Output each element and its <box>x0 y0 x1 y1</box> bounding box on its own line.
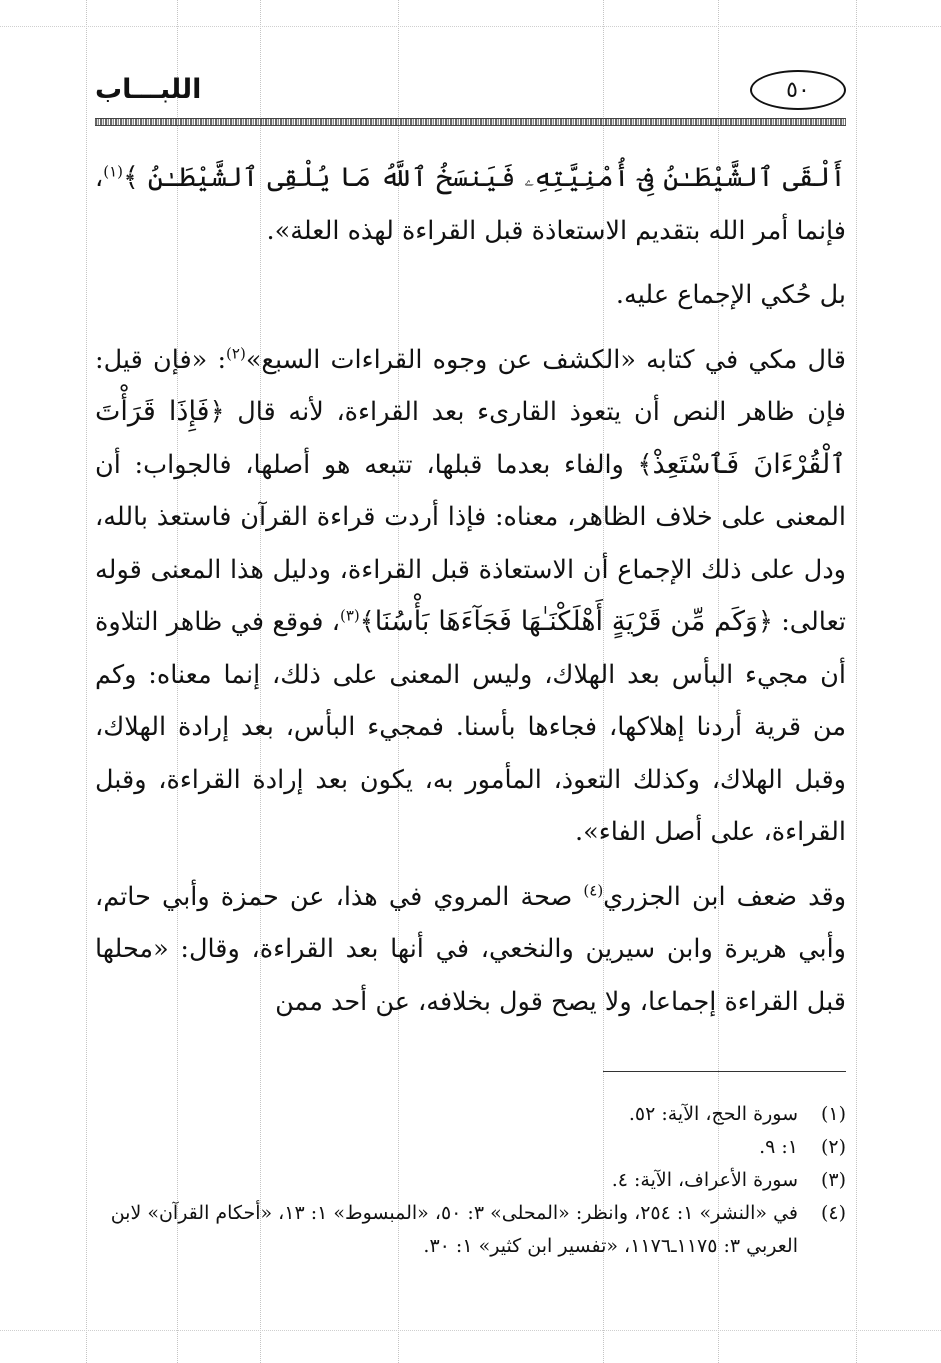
paragraph-text: ﴾ <box>359 607 375 637</box>
paragraph-text: بل حُكي الإجماع عليه. <box>615 280 846 310</box>
footnote-item <box>95 1131 846 1164</box>
footnote-number: (٤) <box>820 1202 846 1224</box>
footnote-number: (١) <box>820 1103 846 1125</box>
guide-line <box>0 26 941 27</box>
footnotes <box>95 1098 846 1263</box>
paragraph-2 <box>95 269 846 322</box>
footnote-item <box>95 1098 846 1131</box>
page-number: ٥٠ <box>786 77 810 103</box>
footnote-number: (٣) <box>820 1169 846 1191</box>
footnote-text: سورة الحج، الآية: ٥٢. <box>628 1103 798 1125</box>
footnote-text: في «النشر» ١: ٢٥٤، وانظر: «المحلى» ٣: ٥٠، «المبسوط» ١: ١٣، «أحكام القرآن» لابن العربي ٣: ١١٧٥ـ١١٧٦، «تفسير ابن كثير» ١: ٣٠. <box>110 1202 798 1257</box>
footnote-item <box>95 1197 846 1263</box>
footnote-ref[interactable]: (١) <box>103 162 124 181</box>
paragraph-text: : «فإن قيل: فإن ظاهر النص أن يتعوذ القارىء بعد القراءة، لأنه قال ﴿ <box>95 344 846 427</box>
footnote-ref[interactable]: (٤) <box>583 881 604 899</box>
paragraph-text: صحة المروي في هذا، عن حمزة وأبي حاتم، وأبي هريرة وابن سيرين والنخعي، في أنها بعد القراءة، وقال: «محلها قبل القراءة إجماعا، ولا يصح قول بخلافه، عن أحد ممن <box>95 881 846 1017</box>
header-rule <box>95 118 846 126</box>
footnote-separator <box>603 1071 846 1072</box>
quran-verse: وَكَم مِّن قَرْيَةٍ أَهْلَكْنَـٰهَا فَجَآءَهَا بَأْسُنَا <box>374 606 758 637</box>
paragraph-text: قال مكي في كتابه «الكشف عن وجوه القراءات السبع» <box>245 344 846 375</box>
guide-line <box>0 1330 941 1331</box>
footnote-text: سورة الأعراف، الآية: ٤. <box>611 1169 798 1191</box>
footnote-ref[interactable]: (٢) <box>226 344 246 362</box>
footnote-number: (٢) <box>820 1136 846 1158</box>
book-title: اللبـــاب <box>95 74 202 105</box>
main-text <box>95 152 846 1040</box>
page-number-badge <box>750 70 846 110</box>
quran-verse: أَلْقَى ٱلشَّيْطَـٰنُ فِىٓ أُمْنِيَّتِهِۦ فَيَنسَخُ ٱللَّهُ مَا يُلْقِى ٱلشَّيْطَـٰنُ ﴾ <box>123 162 846 193</box>
paragraph-text: ، فوقع في ظاهر التلاوة أن مجيء البأس بعد الهلاك، وليس المعنى على ذلك، إنما معناه: وكم من قرية أردنا إهلاكها، فجاءها بأسنا. فمجيء البأس، بعد إرادة الهلاك، وقبل الهلاك، وكذلك التعوذ، المأمور به، يكون بعد إرادة القراءة، وقبل القراءة، على أصل الفاء». <box>95 607 846 847</box>
footnote-text: ١: ٩. <box>759 1136 798 1158</box>
paragraph-text: ﴾ والفاء بعدما قبلها، تتبعه هو أصلها، فالجواب: أن المعنى على خلاف الظاهر، معناه: فإذا أردت قراءة القرآن فاستعذ بالله، ودل على ذلك الإجماع أن الاستعاذة قبل القراءة، ودليل هذا المعنى قوله تعالى: ﴿ <box>95 449 846 637</box>
footnote-item <box>95 1164 846 1197</box>
page-header <box>95 60 846 130</box>
paragraph-text: ، فإنما أمر الله بتقديم الاستعاذة قبل القراءة لهذه العلة». <box>95 163 846 246</box>
quran-verse: فَإِذَا قَرَأْتَ ٱلْقُرْءَانَ فَٱسْتَعِذْ <box>95 396 846 480</box>
guide-line <box>86 0 87 1363</box>
guide-line <box>856 0 857 1363</box>
paragraph-1 <box>95 152 846 257</box>
paragraph-text: وقد ضعف ابن الجزري <box>603 881 847 912</box>
paragraph-4 <box>95 871 846 1029</box>
paragraph-3 <box>95 334 846 859</box>
footnote-ref[interactable]: (٣) <box>339 606 360 625</box>
